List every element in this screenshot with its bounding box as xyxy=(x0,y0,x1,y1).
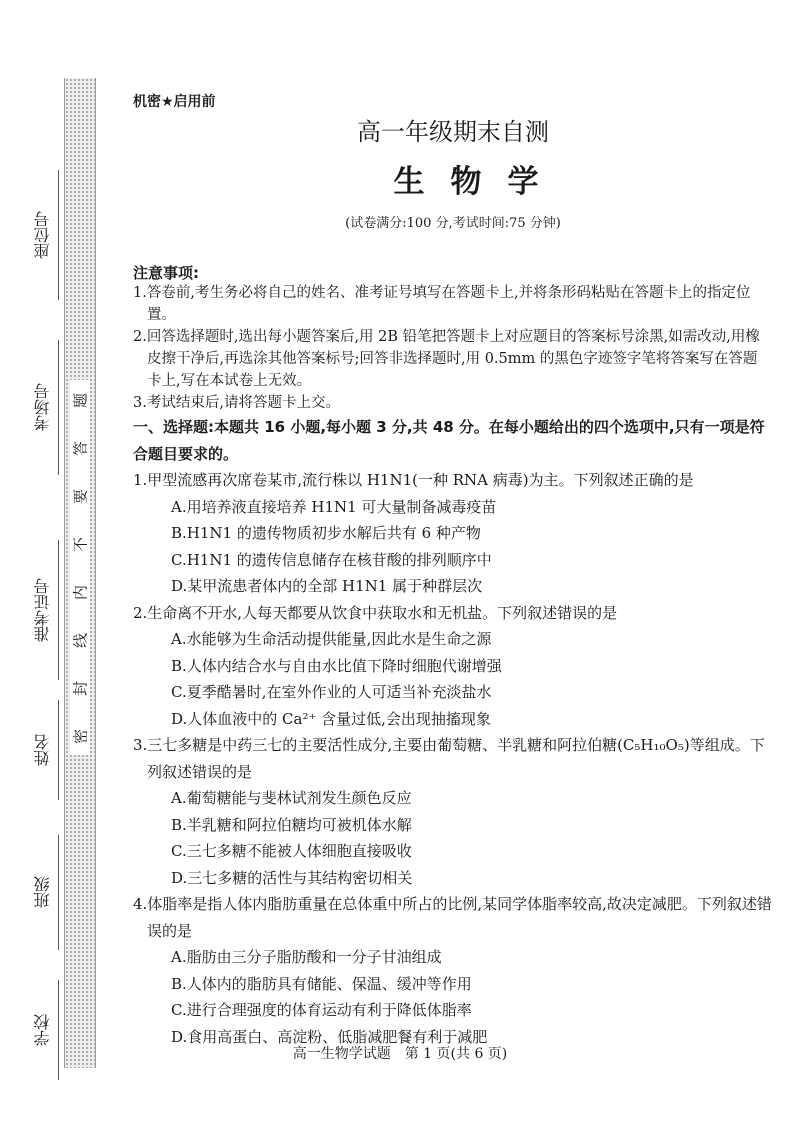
notice-item: 3.考试结束后,请将答题卡上交。 xyxy=(133,395,340,411)
seal-char: 内 xyxy=(71,585,90,601)
binding-sidebar xyxy=(0,0,100,1130)
question xyxy=(133,600,773,733)
notice-item: 2.回答选择题时,选出每小题答案后,用 2B 铅笔把答题卡上对应题目的答案标号涂黑,如需改动,用橡皮擦干净后,再选涂其他答案标号;回答非选择题时,用 0.5mm 的黑色字迹签字笔将答案写在答题卡上,写在本试卷上无效。 xyxy=(133,329,760,389)
question-option: C.三七多糖不能被人体细胞直接吸收 xyxy=(171,842,412,860)
question-option: D.某甲流患者体内的全部 H1N1 属于种群层次 xyxy=(171,577,483,595)
question-option: B.人体内的脂肪具有储能、保温、缓冲等作用 xyxy=(171,974,472,993)
seal-char: 要 xyxy=(71,489,90,505)
page-footer: 高一生物学试题 第 1 页(共 6 页) xyxy=(292,1046,508,1062)
confidential-mark: 机密★启用前 xyxy=(133,94,216,110)
exam-meta: (试卷满分:100 分,考试时间:75 分钟) xyxy=(345,216,561,231)
seal-char: 答 xyxy=(71,441,90,457)
question-stem: 3.三七多糖是中药三七的主要活性成分,主要由葡萄糖、半乳糖和阿拉伯糖(C₅H₁₀O₅)等组成。下列叙述错误的是 xyxy=(133,736,765,781)
question-option: A.水能够为生命活动提供能量,因此水是生命之源 xyxy=(171,630,492,648)
exam-title: 高一年级期末自测 xyxy=(357,118,549,146)
seal-char: 题 xyxy=(71,393,90,409)
notice-item: 1.答卷前,考生务必将自己的姓名、准考证号填写在答题卡上,并将条形码粘贴在答题卡上的指定位置。 xyxy=(133,285,751,323)
notice-list xyxy=(133,282,768,414)
question-option: A.脂肪由三分子脂肪酸和一分子甘油组成 xyxy=(171,948,442,966)
seal-char: 密 xyxy=(71,729,90,745)
sidebar-field-seat: 座位号 xyxy=(28,170,59,300)
question-list xyxy=(133,467,773,1050)
question-option: D.人体血液中的 Ca²⁺ 含量过低,会出现抽搐现象 xyxy=(171,709,491,728)
question-stem: 2.生命离不开水,人每天都要从饮食中获取水和无机盐。下列叙述错误的是 xyxy=(133,603,618,622)
question-option: B.H1N1 的遗传物质初步水解后共有 6 种产物 xyxy=(171,524,481,542)
question-option: A.葡萄糖能与斐林试剂发生颜色反应 xyxy=(171,789,412,807)
question-option: B.人体内结合水与自由水比值下降时细胞代谢增强 xyxy=(171,656,502,675)
sidebar-field-exam-room: 考场号 xyxy=(28,340,59,475)
sidebar-field-school: 学校 xyxy=(28,980,59,1080)
question-option: D.食用高蛋白、高淀粉、低脂减肥餐有利于减肥 xyxy=(171,1027,488,1046)
notice-heading: 注意事项: xyxy=(133,264,199,282)
sidebar-field-name: 姓名 xyxy=(28,700,59,800)
question xyxy=(133,891,773,1050)
seal-char: 线 xyxy=(71,633,90,649)
question-stem: 1.甲型流感再次席卷某市,流行株以 H1N1(一种 RNA 病毒)为主。下列叙述正确的是 xyxy=(133,471,694,489)
question-option: C.夏季酷暑时,在室外作业的人可适当补充淡盐水 xyxy=(171,683,492,701)
question-option: C.进行合理强度的体育运动有利于降低体脂率 xyxy=(171,1001,472,1019)
question-option: A.用培养液直接培养 H1N1 可大量制备减毒疫苗 xyxy=(171,497,497,516)
sidebar-field-class: 班级 xyxy=(28,835,59,950)
question-option: B.半乳糖和阿拉伯糖均可被机体水解 xyxy=(171,815,412,834)
question-option: D.三七多糖的活性与其结构密切相关 xyxy=(171,868,413,887)
section-heading: 一、选择题:本题共 16 小题,每小题 3 分,共 48 分。在每小题给出的四个选项中,只有一项是符合题目要求的。 xyxy=(133,418,765,463)
seal-char: 封 xyxy=(71,681,90,697)
exam-subject: 生物学 xyxy=(393,164,565,200)
question xyxy=(133,732,773,891)
question-option: C.H1N1 的遗传信息储存在核苷酸的排列顺序中 xyxy=(171,550,492,569)
question-stem: 4.体脂率是指人体内脂肪重量在总体重中所占的比例,某同学体脂率较高,故决定减肥。下列叙述错误的是 xyxy=(133,895,772,940)
question xyxy=(133,467,773,600)
seal-char: 不 xyxy=(71,537,90,553)
seal-line-box xyxy=(70,380,90,755)
sidebar-field-ticket-number: 准考证号 xyxy=(28,540,59,680)
